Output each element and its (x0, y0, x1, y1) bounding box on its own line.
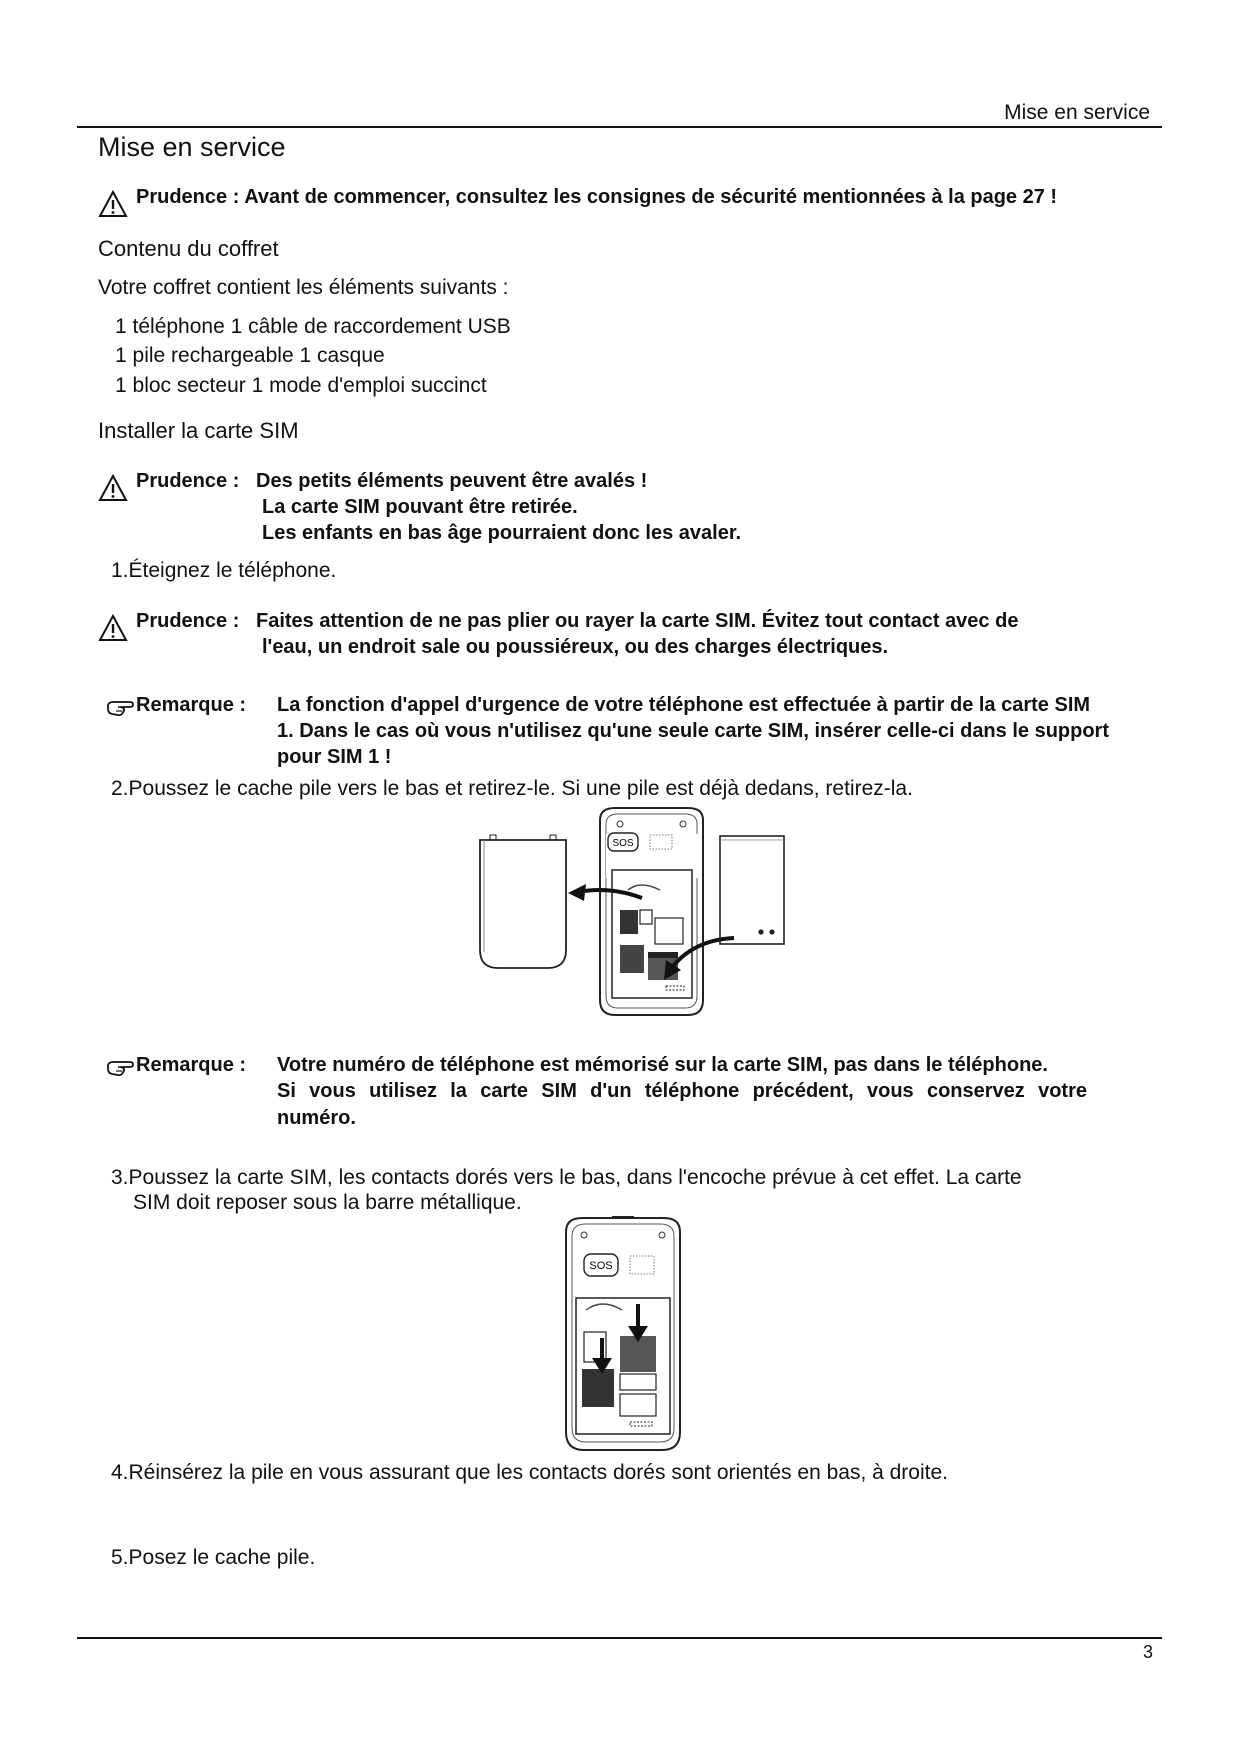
step-2: 2.Poussez le cache pile vers le bas et retirez-le. Si une pile est déjà dedans, retirez-la. (111, 777, 913, 800)
caution-label: Prudence : (136, 610, 240, 632)
caution-line: l'eau, un endroit sale ou poussiéreux, ou des charges électriques. (262, 636, 889, 658)
figure-insert-sim (562, 1214, 684, 1454)
note-line: Si vous utilisez la carte SIM d'un téléphone précédent, vous conservez votre (277, 1080, 1087, 1102)
note-line: La fonction d'appel d'urgence de votre téléphone est effectuée à partir de la carte SIM (277, 694, 1091, 716)
page-title: Mise en service (98, 132, 286, 162)
box-item-3: 1 bloc secteur 1 mode d'emploi succinct (115, 374, 487, 397)
warning-icon (98, 190, 128, 218)
caution-intro (136, 184, 1057, 210)
sos-label: SOS (612, 838, 634, 849)
step-5: 5.Posez le cache pile. (111, 1546, 316, 1569)
caution-label: Prudence : (136, 186, 240, 208)
caution-line: Des petits éléments peuvent être avalés ! (256, 470, 648, 492)
battery-cover-illustration (480, 835, 566, 968)
header-rule (77, 126, 1162, 128)
running-header: Mise en service (1004, 101, 1150, 124)
phone-back-illustration (600, 808, 703, 1015)
battery-illustration (720, 836, 784, 944)
note-line: pour SIM 1 ! (277, 746, 392, 768)
step-3-line-2: SIM doit reposer sous la barre métallique. (133, 1191, 522, 1214)
note-line: 1. Dans le cas où vous n'utilisez qu'une seule carte SIM, insérer celle-ci dans le support (277, 720, 1110, 742)
caution-line: Les enfants en bas âge pourraient donc les avaler. (262, 522, 742, 544)
caution-line: Faites attention de ne pas plier ou rayer la carte SIM. Évitez tout contact avec de (256, 610, 1019, 632)
warning-icon (98, 474, 128, 502)
sos-label: SOS (589, 1260, 613, 1272)
warning-icon (98, 614, 128, 642)
note-label: Remarque : (136, 694, 247, 716)
note-line: Votre numéro de téléphone est mémorisé sur la carte SIM, pas dans le téléphone. (277, 1054, 1048, 1076)
box-contents-intro: Votre coffret contient les éléments suivants : (98, 276, 509, 299)
step-1: 1.Éteignez le téléphone. (111, 559, 337, 582)
caution-line: La carte SIM pouvant être retirée. (262, 496, 578, 518)
footer-rule (77, 1637, 1162, 1639)
box-item-2: 1 pile rechargeable 1 casque (115, 344, 385, 367)
figure-remove-battery-cover (470, 800, 800, 1025)
page-number: 3 (1142, 1642, 1153, 1662)
pointing-hand-icon (106, 1058, 136, 1078)
caution-label: Prudence : (136, 470, 240, 492)
section-heading-box-contents: Contenu du coffret (98, 236, 279, 261)
caution-text: Avant de commencer, consultez les consignes de sécurité mentionnées à la page 27 ! (244, 186, 1058, 208)
note-label: Remarque : (136, 1054, 247, 1076)
box-item-1: 1 téléphone 1 câble de raccordement USB (115, 315, 511, 338)
section-heading-sim: Installer la carte SIM (98, 418, 299, 443)
step-4: 4.Réinsérez la pile en vous assurant que les contacts dorés sont orientés en bas, à droite. (111, 1461, 948, 1484)
note-line: numéro. (277, 1107, 356, 1129)
step-3-line-1: 3.Poussez la carte SIM, les contacts dorés vers le bas, dans l'encoche prévue à cet effet. La carte (111, 1166, 1022, 1189)
pointing-hand-icon (106, 698, 136, 718)
